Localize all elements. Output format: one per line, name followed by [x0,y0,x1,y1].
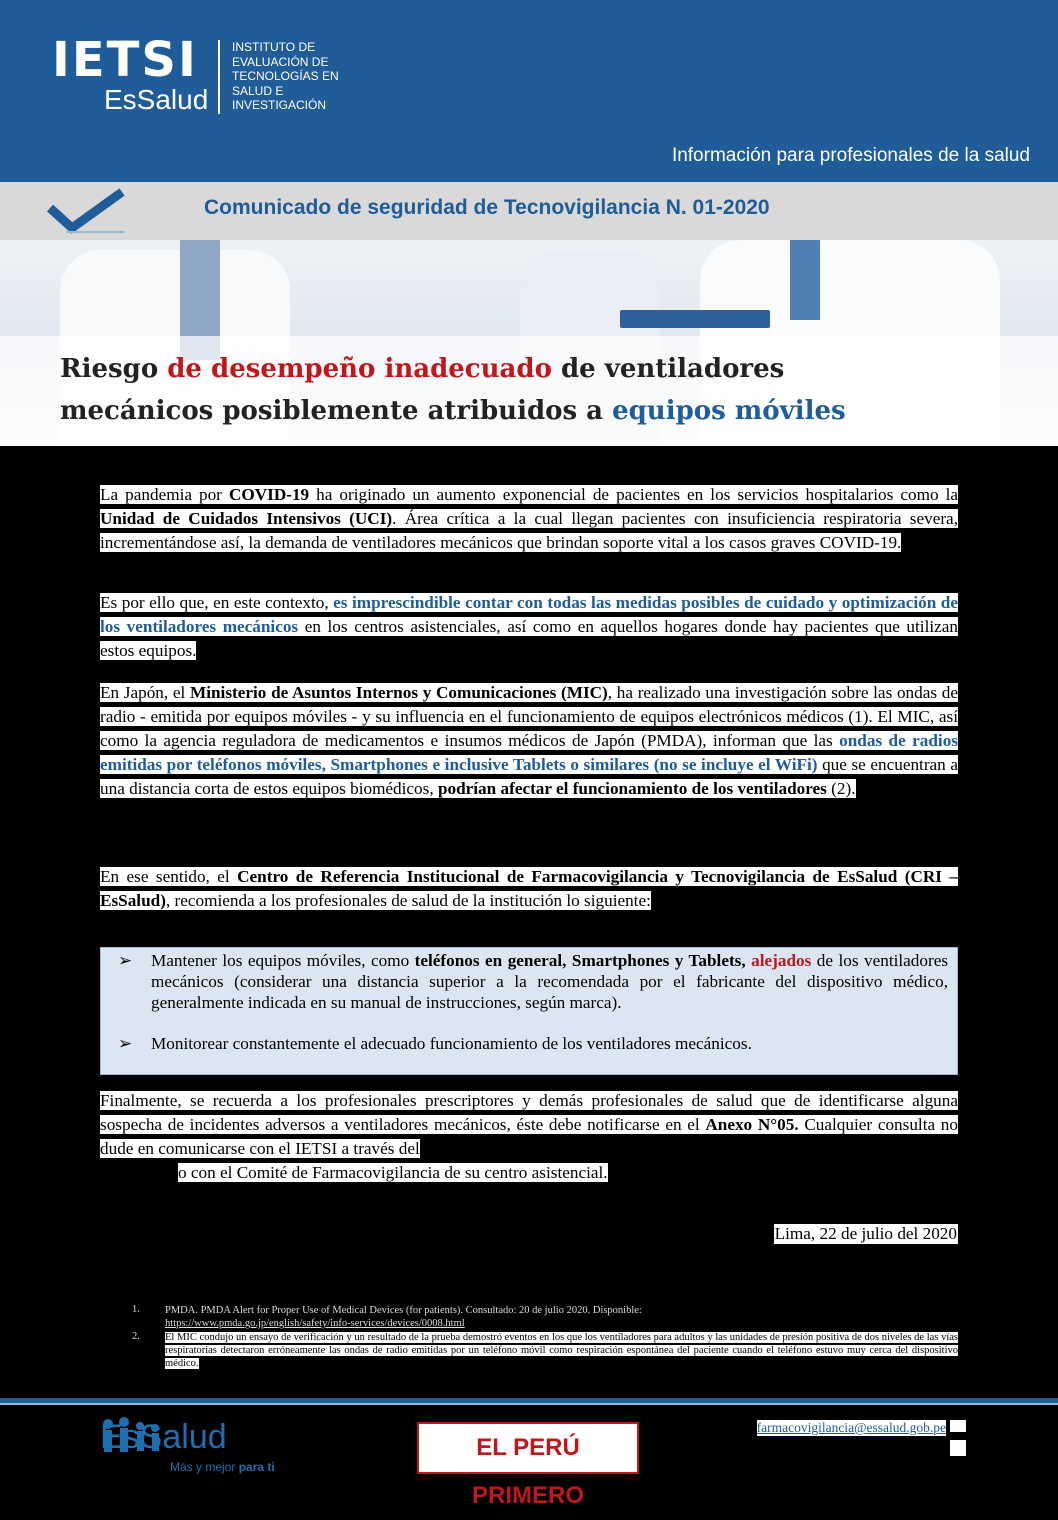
phone-icon [950,1440,966,1456]
essalud-footer-logo: EsSalud [100,1418,227,1456]
essalud-logo-text: EsSalud [104,84,209,115]
paragraph-context: Es por ello que, en este contexto, es imprescindible contar con todas las medidas posibles de cuidado y optimización de los ventiladores mecánicos en los centros asistenciales, así como en aquellos hogares donde hay pacientes que utilizan estos equipos. [100,593,958,660]
contact-email-link[interactable]: farmacovigilancia@essalud.gob.pe [756,1420,946,1435]
footer-rule-light [0,1403,1058,1405]
paragraph-japan: En Japón, el Ministerio de Asuntos Internos y Comunicaciones (MIC), ha realizado una investigación sobre las ondas de radio - emitida por equipos móviles - y su influencia en el funcionamiento de equipos electrónicos médicos (1). El MIC, así como la agencia reguladora de medicamentos e insumos médicos de Japón (PMDA), informan que las ondas de radios emitidas por teléfonos móviles, Smartphones e inclusive Tablets o similares (no se incluye el WiFi) que se encuentran a una distancia corta de estos equipos biomédicos, podrían afectar el funcionamiento de los ventiladores (2). [100,683,958,798]
mail-icon [950,1420,966,1432]
logo-divider [218,40,220,114]
footnote-number: 1. [132,1304,140,1315]
footnote-2: El MIC condujo un ensayo de verificación y un resultado de la prueba demostró eventos en los que los ventiladores para adultos y las unidades de presión positiva de dos niveles de las vías respiratorias detectaron erróneamente las ondas de radio emitidas por un teléfono móvil como respiración espontánea del paciente cuando el teléfono estuvo muy cerca del dispositivo médico. [165,1332,958,1369]
comunicado-title: Comunicado de seguridad de Tecnovigilancia N. 01-2020 [204,196,770,219]
footnote-1: PMDA. PMDA Alert for Proper Use of Medical Devices (for patients). Consultado: 20 de julio 2020. Disponible: https://www.pmda.go.jp/english/safety/info-services/devices/0008.html [165,1305,642,1329]
ietsi-logo: IETSI [52,32,198,88]
institute-name: INSTITUTO DE EVALUACIÓN DE TECNOLOGÍAS EN SALUD E INVESTIGACIÓN [232,40,339,112]
paragraph-intro: La pandemia por COVID-19 ha originado un aumento exponencial de pacientes en los servicios hospitalarios como la Unidad de Cuidados Intensivos (UCI). Área crítica a la cual llegan pacientes con insuficiencia respiratoria severa, incrementándose así, la demanda de ventiladores mecánicos que brindan soporte vital a los casos graves COVID-19. [100,485,958,552]
date-line: Lima, 22 de julio del 2020 [774,1224,957,1243]
essalud-slogan: Más y mejor para ti [170,1460,275,1474]
paragraph-closing-end: o con el Comité de Farmacovigilancia de su centro asistencial. [178,1163,608,1182]
recommendation-item: ➢ Mantener los equipos móviles, como teléfonos en general, Smartphones y Tablets, alejados de los ventiladores mecánicos (considerar una distancia superior a la recomendada por el fabricante del dispositivo médico, generalmente indicada en su manual de instrucciones, según marca). [118,951,949,1012]
footnote-number: 2. [132,1331,140,1342]
document-title: Riesgo de desempeño inadecuado de ventiladores mecánicos posiblemente atribuidos a equipos móviles [60,354,846,426]
checkmark-icon [46,188,126,234]
header-info-label: Información para profesionales de la salud [671,145,1030,166]
footnote-link[interactable]: https://www.pmda.go.jp/english/safety/info-services/devices/0008.html [165,1318,465,1329]
arrow-bullet-icon: ➢ [118,951,133,970]
arrow-bullet-icon: ➢ [118,1034,133,1053]
paragraph-cri: En ese sentido, el Centro de Referencia Institucional de Farmacovigilancia y Tecnovigilancia de EsSalud (CRI – EsSalud), recomienda a los profesionales de salud de la institución lo siguiente: [100,867,959,910]
peru-primero-logo: EL PERÚ PRIMERO [417,1422,639,1474]
paragraph-closing: Finalmente, se recuerda a los profesionales prescriptores y demás profesionales de salud que de identificarse alguna sospecha de incidentes adversos a ventiladores mecánicos, éste debe notificarse en el Anexo N°05. Cualquier consulta no dude en comunicarse con el IETSI a través del [100,1091,958,1158]
recommendation-item: ➢ Monitorear constantemente el adecuado funcionamiento de los ventiladores mecánicos. [118,1034,752,1053]
